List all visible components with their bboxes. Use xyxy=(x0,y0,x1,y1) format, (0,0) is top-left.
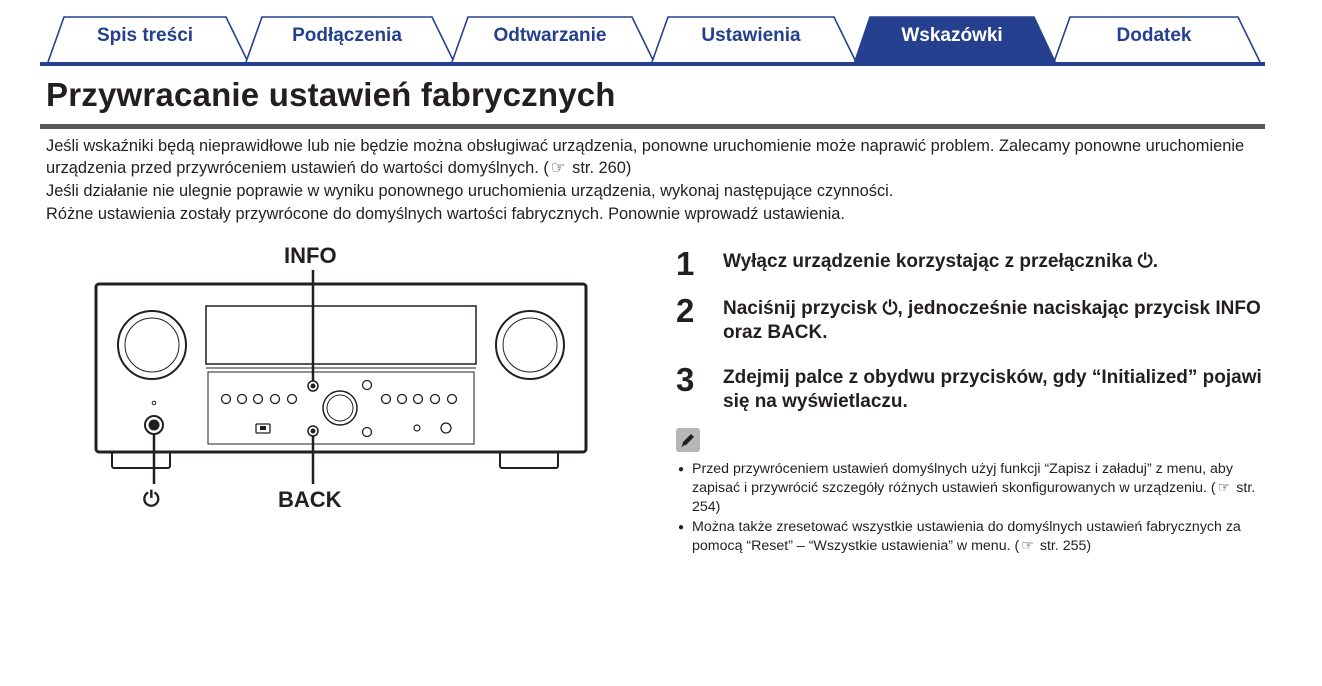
page-ref-link[interactable]: str. 255) xyxy=(1039,538,1092,554)
intro-paragraph-2: Jeśli działanie nie ulegnie poprawie w wyniku ponownego uruchomienia urządzenia, wykonaj następujące czynności. xyxy=(46,182,894,200)
pencil-note-icon xyxy=(676,428,700,452)
intro-paragraph-1 xyxy=(46,135,1261,179)
list-item xyxy=(678,518,1268,556)
notes-list xyxy=(678,460,1268,557)
tab-bar xyxy=(0,0,1322,70)
tab-bar-line xyxy=(40,62,1265,66)
step-text: Naciśnij przycisk ⏻, jednocześnie naciskając przycisk INFO oraz BACK. xyxy=(723,298,1261,343)
tab-ustawienia[interactable]: Ustawienia xyxy=(701,25,801,46)
step-text: Wyłącz urządzenie korzystając z przełącznika ⏻. xyxy=(723,251,1158,272)
title-rule xyxy=(40,124,1265,129)
receiver-diagram xyxy=(80,240,620,535)
tab-spis-tresci[interactable]: Spis treści xyxy=(96,25,194,46)
step-number: 1 xyxy=(676,245,695,282)
list-item xyxy=(678,460,1268,517)
receiver-front-panel xyxy=(80,240,620,530)
tab-odtwarzanie[interactable]: Odtwarzanie xyxy=(493,25,607,46)
step-text: Zdejmij palce z obydwu przycisków, gdy “Initialized” pojawi się na wyświetlaczu. xyxy=(723,367,1262,412)
info-button-label: INFO xyxy=(284,243,337,268)
note-text: Można także zresetować wszystkie ustawienia do domyślnych ustawień fabrycznych za pomocą “Reset” – “Wszystkie ustawienia” w menu. ( xyxy=(692,519,1241,554)
intro-p1-text: Jeśli wskaźniki będą nieprawidłowe lub nie będzie można obsługiwać urządzenia, ponowne uruchomienie może naprawić problem. Zalecamy ponowne uruchomienie urządzenia przed przywróceniem ustawień do wartości domyślnych. ( xyxy=(46,137,1245,177)
page-ref-link[interactable]: str. 260) xyxy=(572,159,632,177)
page-ref-icon: ☞ xyxy=(550,159,566,177)
page-ref-icon: ☞ xyxy=(1021,538,1034,554)
tab-podlaczenia[interactable]: Podłączenia xyxy=(292,25,402,46)
back-button-label: BACK xyxy=(278,487,342,512)
intro-paragraph-3: Różne ustawienia zostały przywrócone do domyślnych wartości fabrycznych. Ponownie wprowadź ustawienia. xyxy=(46,205,845,223)
step-number: 2 xyxy=(676,292,695,329)
page-ref-icon: ☞ xyxy=(1217,480,1231,496)
tab-wskazowki[interactable]: Wskazówki xyxy=(901,25,1003,46)
note-text: Przed przywróceniem ustawień domyślnych użyj funkcji “Zapisz i załaduj” z menu, aby zapisać i przywrócić szczegóły różnych ustawień skonfigurowanych w urządzeniu. ( xyxy=(692,461,1233,496)
step-number: 3 xyxy=(676,361,695,398)
page-ref-link[interactable]: str. 254) xyxy=(692,480,1256,515)
page-title: Przywracanie ustawień fabrycznych xyxy=(46,76,616,113)
intro-text xyxy=(46,135,1261,226)
power-icon: ⏻ xyxy=(143,488,160,511)
tab-dodatek[interactable]: Dodatek xyxy=(1116,25,1192,46)
